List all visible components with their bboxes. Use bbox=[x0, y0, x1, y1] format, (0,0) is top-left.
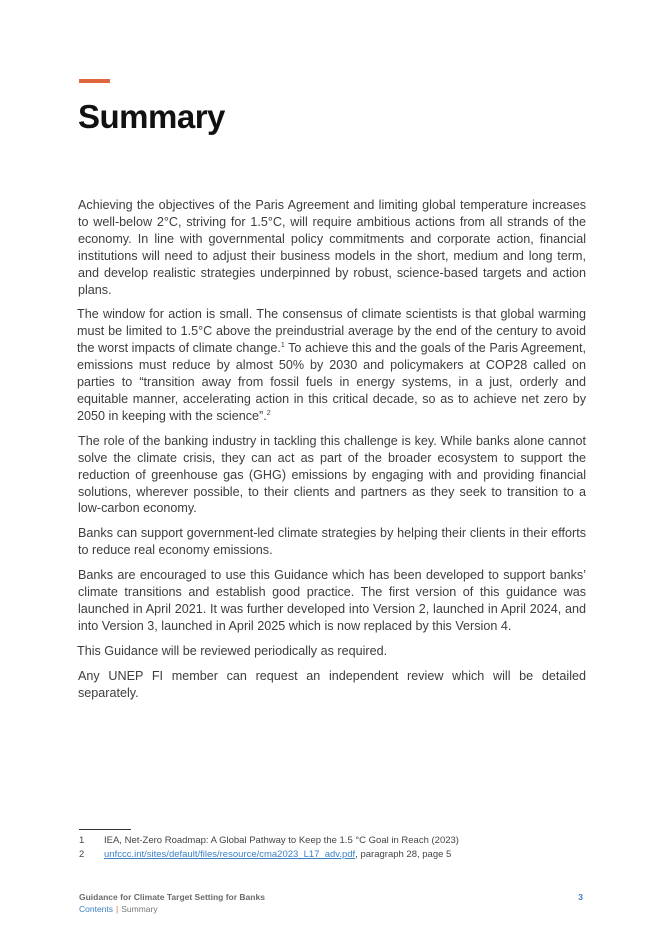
breadcrumb-separator: | bbox=[116, 904, 119, 914]
footnote-suffix: , paragraph 28, page 5 bbox=[355, 849, 452, 860]
footnote-divider bbox=[79, 829, 131, 830]
page-number: 3 bbox=[578, 892, 583, 902]
paragraph-3: The role of the banking industry in tackling this challenge is key. While banks alone cannot solve the climate crisis, they can act as part of the broader ecosystem to support the reduction of greenhouse gas (GHG) emissions by engaging with and providing financial solutions, wherever possible, to their clients and partners as they seek to transition to a low-carbon economy. bbox=[78, 433, 586, 516]
footnote-link[interactable]: unfccc.int/sites/default/files/resource/cma2023_L17_adv.pdf bbox=[104, 849, 356, 860]
contents-link[interactable]: Contents bbox=[79, 904, 114, 914]
paragraph-7: Any UNEP FI member can request an independent review which will be detailed separately. bbox=[78, 668, 586, 700]
footnote-number: 1 bbox=[79, 835, 85, 846]
page-title: Summary bbox=[78, 98, 225, 135]
summary-body bbox=[78, 197, 586, 709]
footnote-2 bbox=[79, 848, 459, 862]
paragraph-6: This Guidance will be reviewed periodically as required. bbox=[77, 643, 388, 658]
footer-doc-title: Guidance for Climate Target Setting for Banks bbox=[79, 892, 265, 902]
paragraph-1: Achieving the objectives of the Paris Agreement and limiting global temperature increases to well-below 2°C, striving for 1.5°C, will require ambitious actions from all strands of the economy. In line with governmental policy commitments and corporate action, financial institutions will need to adjust their business models in the short, medium and long term, and develop realistic strategies underpinned by robust, science-based targets and action plans. bbox=[78, 198, 586, 297]
footnote-1 bbox=[79, 834, 459, 848]
title-accent-bar bbox=[79, 79, 110, 83]
footnote-number: 2 bbox=[79, 849, 85, 860]
footnote-text: IEA, Net-Zero Roadmap: A Global Pathway to Keep the 1.5 °C Goal in Reach (2023) bbox=[104, 835, 459, 846]
footer-breadcrumb bbox=[79, 904, 583, 914]
breadcrumb-current: Summary bbox=[121, 904, 158, 914]
footnotes bbox=[79, 834, 459, 862]
paragraph-5: Banks are encouraged to use this Guidance which has been developed to support banks’ climate transitions and establish good practice. The first version of this guidance was launched in April 2021. It was further developed into Version 2, launched in April 2024, and into Version 3, launched in April 2025 which is now replaced by this Version 4. bbox=[78, 568, 586, 633]
footnote-ref-1[interactable]: 1 bbox=[280, 342, 285, 350]
paragraph-2: The window for action is small. The consensus of climate scientists is that global warming must be limited to 1.5°C above the preindustrial average by the end of the century to avoid the worst impacts of climate change.$^1$ To achieve this and the goals of the Paris Agreement, emissions must reduce by almost 50% by 2030 and policymakers at COP28 called on parties to “transition away from fossil fuels in energy systems, in a just, orderly and equitable manner, accelerating action in this critical decade, so as to achieve net zero by 2050 in keeping with the science”.$^2$ bbox=[77, 307, 586, 423]
paragraph-4: Banks can support government-led climate strategies by helping their clients in their efforts to reduce real economy emissions. bbox=[78, 526, 586, 558]
page-footer bbox=[79, 892, 583, 914]
footnote-ref-2[interactable]: 2 bbox=[266, 409, 271, 417]
